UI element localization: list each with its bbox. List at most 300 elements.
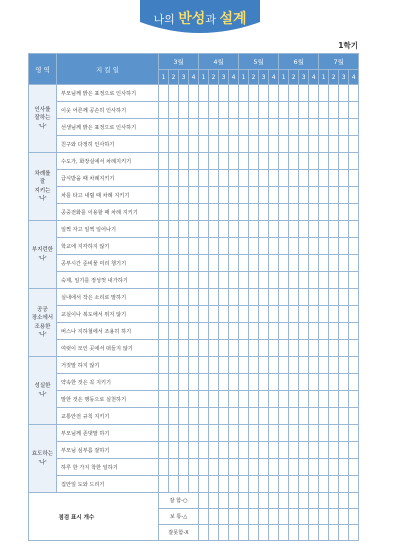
check-cell[interactable]	[299, 170, 309, 187]
check-cell[interactable]	[339, 323, 349, 340]
check-cell[interactable]	[329, 408, 339, 425]
check-cell[interactable]	[279, 204, 289, 221]
check-cell[interactable]	[179, 306, 189, 323]
check-cell[interactable]	[169, 255, 179, 272]
check-cell[interactable]	[169, 119, 179, 136]
check-cell[interactable]	[339, 119, 349, 136]
check-cell[interactable]	[179, 476, 189, 493]
check-cell[interactable]	[229, 442, 239, 459]
check-cell[interactable]	[249, 153, 259, 170]
check-cell[interactable]	[299, 391, 309, 408]
check-cell[interactable]	[339, 238, 349, 255]
check-cell[interactable]	[209, 340, 219, 357]
check-cell[interactable]	[269, 391, 279, 408]
check-cell[interactable]	[219, 391, 229, 408]
check-cell[interactable]	[209, 102, 219, 119]
check-cell[interactable]	[339, 391, 349, 408]
check-cell[interactable]	[259, 85, 269, 102]
check-cell[interactable]	[289, 493, 299, 509]
check-cell[interactable]	[289, 306, 299, 323]
check-cell[interactable]	[269, 85, 279, 102]
check-cell[interactable]	[219, 374, 229, 391]
check-cell[interactable]	[329, 391, 339, 408]
check-cell[interactable]	[199, 136, 209, 153]
check-cell[interactable]	[219, 102, 229, 119]
check-cell[interactable]	[159, 119, 169, 136]
check-cell[interactable]	[329, 238, 339, 255]
check-cell[interactable]	[189, 476, 199, 493]
check-cell[interactable]	[269, 187, 279, 204]
check-cell[interactable]	[219, 187, 229, 204]
check-cell[interactable]	[349, 459, 359, 476]
check-cell[interactable]	[269, 272, 279, 289]
check-cell[interactable]	[339, 102, 349, 119]
check-cell[interactable]	[299, 493, 309, 509]
check-cell[interactable]	[189, 238, 199, 255]
check-cell[interactable]	[279, 306, 289, 323]
check-cell[interactable]	[199, 476, 209, 493]
check-cell[interactable]	[309, 85, 319, 102]
check-cell[interactable]	[269, 221, 279, 238]
check-cell[interactable]	[279, 238, 289, 255]
check-cell[interactable]	[199, 289, 209, 306]
check-cell[interactable]	[249, 340, 259, 357]
check-cell[interactable]	[319, 255, 329, 272]
check-cell[interactable]	[329, 323, 339, 340]
check-cell[interactable]	[259, 289, 269, 306]
check-cell[interactable]	[259, 340, 269, 357]
check-cell[interactable]	[229, 238, 239, 255]
check-cell[interactable]	[319, 391, 329, 408]
check-cell[interactable]	[209, 357, 219, 374]
check-cell[interactable]	[309, 306, 319, 323]
check-cell[interactable]	[299, 459, 309, 476]
check-cell[interactable]	[199, 323, 209, 340]
check-cell[interactable]	[239, 357, 249, 374]
check-cell[interactable]	[309, 374, 319, 391]
check-cell[interactable]	[269, 238, 279, 255]
check-cell[interactable]	[219, 493, 229, 509]
check-cell[interactable]	[249, 459, 259, 476]
check-cell[interactable]	[309, 425, 319, 442]
check-cell[interactable]	[159, 187, 169, 204]
check-cell[interactable]	[199, 204, 209, 221]
check-cell[interactable]	[159, 85, 169, 102]
check-cell[interactable]	[199, 85, 209, 102]
check-cell[interactable]	[189, 306, 199, 323]
check-cell[interactable]	[169, 289, 179, 306]
check-cell[interactable]	[289, 187, 299, 204]
check-cell[interactable]	[219, 170, 229, 187]
check-cell[interactable]	[269, 289, 279, 306]
check-cell[interactable]	[219, 204, 229, 221]
check-cell[interactable]	[179, 408, 189, 425]
check-cell[interactable]	[199, 238, 209, 255]
check-cell[interactable]	[199, 509, 209, 525]
check-cell[interactable]	[179, 340, 189, 357]
check-cell[interactable]	[259, 221, 269, 238]
check-cell[interactable]	[159, 221, 169, 238]
check-cell[interactable]	[319, 306, 329, 323]
check-cell[interactable]	[329, 442, 339, 459]
check-cell[interactable]	[199, 102, 209, 119]
check-cell[interactable]	[339, 170, 349, 187]
check-cell[interactable]	[279, 509, 289, 525]
check-cell[interactable]	[319, 525, 329, 541]
check-cell[interactable]	[349, 509, 359, 525]
check-cell[interactable]	[329, 204, 339, 221]
check-cell[interactable]	[189, 289, 199, 306]
check-cell[interactable]	[249, 357, 259, 374]
check-cell[interactable]	[159, 204, 169, 221]
check-cell[interactable]	[229, 102, 239, 119]
check-cell[interactable]	[169, 272, 179, 289]
check-cell[interactable]	[219, 119, 229, 136]
check-cell[interactable]	[249, 289, 259, 306]
check-cell[interactable]	[319, 119, 329, 136]
check-cell[interactable]	[249, 391, 259, 408]
check-cell[interactable]	[259, 442, 269, 459]
check-cell[interactable]	[299, 340, 309, 357]
check-cell[interactable]	[179, 289, 189, 306]
check-cell[interactable]	[319, 476, 329, 493]
check-cell[interactable]	[189, 340, 199, 357]
check-cell[interactable]	[339, 187, 349, 204]
check-cell[interactable]	[349, 221, 359, 238]
check-cell[interactable]	[299, 509, 309, 525]
check-cell[interactable]	[349, 85, 359, 102]
check-cell[interactable]	[279, 476, 289, 493]
check-cell[interactable]	[179, 391, 189, 408]
check-cell[interactable]	[329, 136, 339, 153]
check-cell[interactable]	[309, 119, 319, 136]
check-cell[interactable]	[209, 476, 219, 493]
check-cell[interactable]	[249, 238, 259, 255]
check-cell[interactable]	[229, 509, 239, 525]
check-cell[interactable]	[209, 306, 219, 323]
check-cell[interactable]	[299, 476, 309, 493]
check-cell[interactable]	[329, 272, 339, 289]
check-cell[interactable]	[239, 85, 249, 102]
check-cell[interactable]	[169, 238, 179, 255]
check-cell[interactable]	[299, 136, 309, 153]
check-cell[interactable]	[339, 85, 349, 102]
check-cell[interactable]	[319, 204, 329, 221]
check-cell[interactable]	[319, 509, 329, 525]
check-cell[interactable]	[309, 221, 319, 238]
check-cell[interactable]	[349, 476, 359, 493]
check-cell[interactable]	[289, 509, 299, 525]
check-cell[interactable]	[219, 272, 229, 289]
check-cell[interactable]	[329, 170, 339, 187]
check-cell[interactable]	[309, 289, 319, 306]
check-cell[interactable]	[349, 204, 359, 221]
check-cell[interactable]	[299, 357, 309, 374]
check-cell[interactable]	[239, 476, 249, 493]
check-cell[interactable]	[219, 306, 229, 323]
check-cell[interactable]	[169, 340, 179, 357]
check-cell[interactable]	[299, 221, 309, 238]
check-cell[interactable]	[209, 374, 219, 391]
check-cell[interactable]	[209, 85, 219, 102]
check-cell[interactable]	[349, 357, 359, 374]
check-cell[interactable]	[269, 204, 279, 221]
check-cell[interactable]	[309, 340, 319, 357]
check-cell[interactable]	[289, 136, 299, 153]
check-cell[interactable]	[289, 408, 299, 425]
check-cell[interactable]	[319, 170, 329, 187]
check-cell[interactable]	[309, 170, 319, 187]
check-cell[interactable]	[299, 153, 309, 170]
check-cell[interactable]	[229, 187, 239, 204]
check-cell[interactable]	[209, 204, 219, 221]
check-cell[interactable]	[249, 425, 259, 442]
check-cell[interactable]	[159, 238, 169, 255]
check-cell[interactable]	[209, 391, 219, 408]
check-cell[interactable]	[259, 255, 269, 272]
check-cell[interactable]	[349, 187, 359, 204]
check-cell[interactable]	[229, 357, 239, 374]
check-cell[interactable]	[279, 153, 289, 170]
check-cell[interactable]	[349, 238, 359, 255]
check-cell[interactable]	[219, 340, 229, 357]
check-cell[interactable]	[349, 272, 359, 289]
check-cell[interactable]	[239, 289, 249, 306]
check-cell[interactable]	[179, 374, 189, 391]
check-cell[interactable]	[189, 357, 199, 374]
check-cell[interactable]	[189, 323, 199, 340]
check-cell[interactable]	[349, 255, 359, 272]
check-cell[interactable]	[209, 493, 219, 509]
check-cell[interactable]	[189, 374, 199, 391]
check-cell[interactable]	[219, 459, 229, 476]
check-cell[interactable]	[199, 255, 209, 272]
check-cell[interactable]	[259, 272, 269, 289]
check-cell[interactable]	[259, 459, 269, 476]
check-cell[interactable]	[249, 476, 259, 493]
check-cell[interactable]	[239, 493, 249, 509]
check-cell[interactable]	[279, 136, 289, 153]
check-cell[interactable]	[349, 442, 359, 459]
check-cell[interactable]	[179, 323, 189, 340]
check-cell[interactable]	[279, 119, 289, 136]
check-cell[interactable]	[209, 425, 219, 442]
check-cell[interactable]	[279, 272, 289, 289]
check-cell[interactable]	[309, 476, 319, 493]
check-cell[interactable]	[159, 170, 169, 187]
check-cell[interactable]	[239, 272, 249, 289]
check-cell[interactable]	[329, 425, 339, 442]
check-cell[interactable]	[209, 459, 219, 476]
check-cell[interactable]	[219, 221, 229, 238]
check-cell[interactable]	[199, 408, 209, 425]
check-cell[interactable]	[289, 340, 299, 357]
check-cell[interactable]	[219, 442, 229, 459]
check-cell[interactable]	[189, 187, 199, 204]
check-cell[interactable]	[299, 204, 309, 221]
check-cell[interactable]	[239, 391, 249, 408]
check-cell[interactable]	[159, 340, 169, 357]
check-cell[interactable]	[229, 119, 239, 136]
check-cell[interactable]	[209, 289, 219, 306]
check-cell[interactable]	[259, 493, 269, 509]
check-cell[interactable]	[319, 221, 329, 238]
check-cell[interactable]	[189, 221, 199, 238]
check-cell[interactable]	[299, 238, 309, 255]
check-cell[interactable]	[339, 272, 349, 289]
check-cell[interactable]	[219, 238, 229, 255]
check-cell[interactable]	[159, 272, 169, 289]
check-cell[interactable]	[179, 204, 189, 221]
check-cell[interactable]	[159, 323, 169, 340]
check-cell[interactable]	[269, 493, 279, 509]
check-cell[interactable]	[329, 119, 339, 136]
check-cell[interactable]	[279, 85, 289, 102]
check-cell[interactable]	[309, 357, 319, 374]
check-cell[interactable]	[299, 408, 309, 425]
check-cell[interactable]	[319, 238, 329, 255]
check-cell[interactable]	[229, 374, 239, 391]
check-cell[interactable]	[339, 459, 349, 476]
check-cell[interactable]	[249, 255, 259, 272]
check-cell[interactable]	[239, 509, 249, 525]
check-cell[interactable]	[309, 391, 319, 408]
check-cell[interactable]	[189, 136, 199, 153]
check-cell[interactable]	[329, 102, 339, 119]
check-cell[interactable]	[209, 221, 219, 238]
check-cell[interactable]	[269, 357, 279, 374]
check-cell[interactable]	[269, 340, 279, 357]
check-cell[interactable]	[189, 170, 199, 187]
check-cell[interactable]	[279, 102, 289, 119]
check-cell[interactable]	[189, 204, 199, 221]
check-cell[interactable]	[239, 153, 249, 170]
check-cell[interactable]	[329, 509, 339, 525]
check-cell[interactable]	[309, 493, 319, 509]
check-cell[interactable]	[289, 170, 299, 187]
check-cell[interactable]	[279, 425, 289, 442]
check-cell[interactable]	[229, 272, 239, 289]
check-cell[interactable]	[229, 525, 239, 541]
check-cell[interactable]	[319, 459, 329, 476]
check-cell[interactable]	[249, 85, 259, 102]
check-cell[interactable]	[179, 221, 189, 238]
check-cell[interactable]	[289, 391, 299, 408]
check-cell[interactable]	[229, 170, 239, 187]
check-cell[interactable]	[259, 306, 269, 323]
check-cell[interactable]	[239, 323, 249, 340]
check-cell[interactable]	[329, 306, 339, 323]
check-cell[interactable]	[319, 425, 329, 442]
check-cell[interactable]	[229, 204, 239, 221]
check-cell[interactable]	[339, 357, 349, 374]
check-cell[interactable]	[179, 85, 189, 102]
check-cell[interactable]	[199, 357, 209, 374]
check-cell[interactable]	[289, 525, 299, 541]
check-cell[interactable]	[279, 289, 289, 306]
check-cell[interactable]	[309, 255, 319, 272]
check-cell[interactable]	[229, 340, 239, 357]
check-cell[interactable]	[339, 153, 349, 170]
check-cell[interactable]	[349, 306, 359, 323]
check-cell[interactable]	[229, 493, 239, 509]
check-cell[interactable]	[289, 323, 299, 340]
check-cell[interactable]	[179, 170, 189, 187]
check-cell[interactable]	[269, 459, 279, 476]
check-cell[interactable]	[319, 374, 329, 391]
check-cell[interactable]	[179, 119, 189, 136]
check-cell[interactable]	[189, 408, 199, 425]
check-cell[interactable]	[289, 476, 299, 493]
check-cell[interactable]	[219, 509, 229, 525]
check-cell[interactable]	[209, 119, 219, 136]
check-cell[interactable]	[229, 391, 239, 408]
check-cell[interactable]	[349, 340, 359, 357]
check-cell[interactable]	[219, 408, 229, 425]
check-cell[interactable]	[339, 476, 349, 493]
check-cell[interactable]	[309, 509, 319, 525]
check-cell[interactable]	[209, 525, 219, 541]
check-cell[interactable]	[239, 340, 249, 357]
check-cell[interactable]	[219, 85, 229, 102]
check-cell[interactable]	[289, 374, 299, 391]
check-cell[interactable]	[239, 136, 249, 153]
check-cell[interactable]	[249, 204, 259, 221]
check-cell[interactable]	[199, 119, 209, 136]
check-cell[interactable]	[349, 102, 359, 119]
check-cell[interactable]	[339, 136, 349, 153]
check-cell[interactable]	[269, 102, 279, 119]
check-cell[interactable]	[209, 255, 219, 272]
check-cell[interactable]	[159, 289, 169, 306]
check-cell[interactable]	[249, 102, 259, 119]
check-cell[interactable]	[209, 408, 219, 425]
check-cell[interactable]	[179, 187, 189, 204]
check-cell[interactable]	[339, 340, 349, 357]
check-cell[interactable]	[159, 357, 169, 374]
check-cell[interactable]	[299, 525, 309, 541]
check-cell[interactable]	[319, 493, 329, 509]
check-cell[interactable]	[199, 493, 209, 509]
check-cell[interactable]	[269, 136, 279, 153]
check-cell[interactable]	[199, 374, 209, 391]
check-cell[interactable]	[219, 153, 229, 170]
check-cell[interactable]	[189, 459, 199, 476]
check-cell[interactable]	[159, 255, 169, 272]
check-cell[interactable]	[329, 357, 339, 374]
check-cell[interactable]	[319, 153, 329, 170]
check-cell[interactable]	[299, 306, 309, 323]
check-cell[interactable]	[229, 255, 239, 272]
check-cell[interactable]	[159, 391, 169, 408]
check-cell[interactable]	[279, 459, 289, 476]
check-cell[interactable]	[289, 238, 299, 255]
check-cell[interactable]	[289, 459, 299, 476]
check-cell[interactable]	[229, 425, 239, 442]
check-cell[interactable]	[229, 153, 239, 170]
check-cell[interactable]	[349, 119, 359, 136]
check-cell[interactable]	[339, 255, 349, 272]
check-cell[interactable]	[209, 170, 219, 187]
check-cell[interactable]	[269, 374, 279, 391]
check-cell[interactable]	[219, 323, 229, 340]
check-cell[interactable]	[239, 170, 249, 187]
check-cell[interactable]	[169, 323, 179, 340]
check-cell[interactable]	[269, 525, 279, 541]
check-cell[interactable]	[169, 85, 179, 102]
check-cell[interactable]	[159, 374, 169, 391]
check-cell[interactable]	[309, 153, 319, 170]
